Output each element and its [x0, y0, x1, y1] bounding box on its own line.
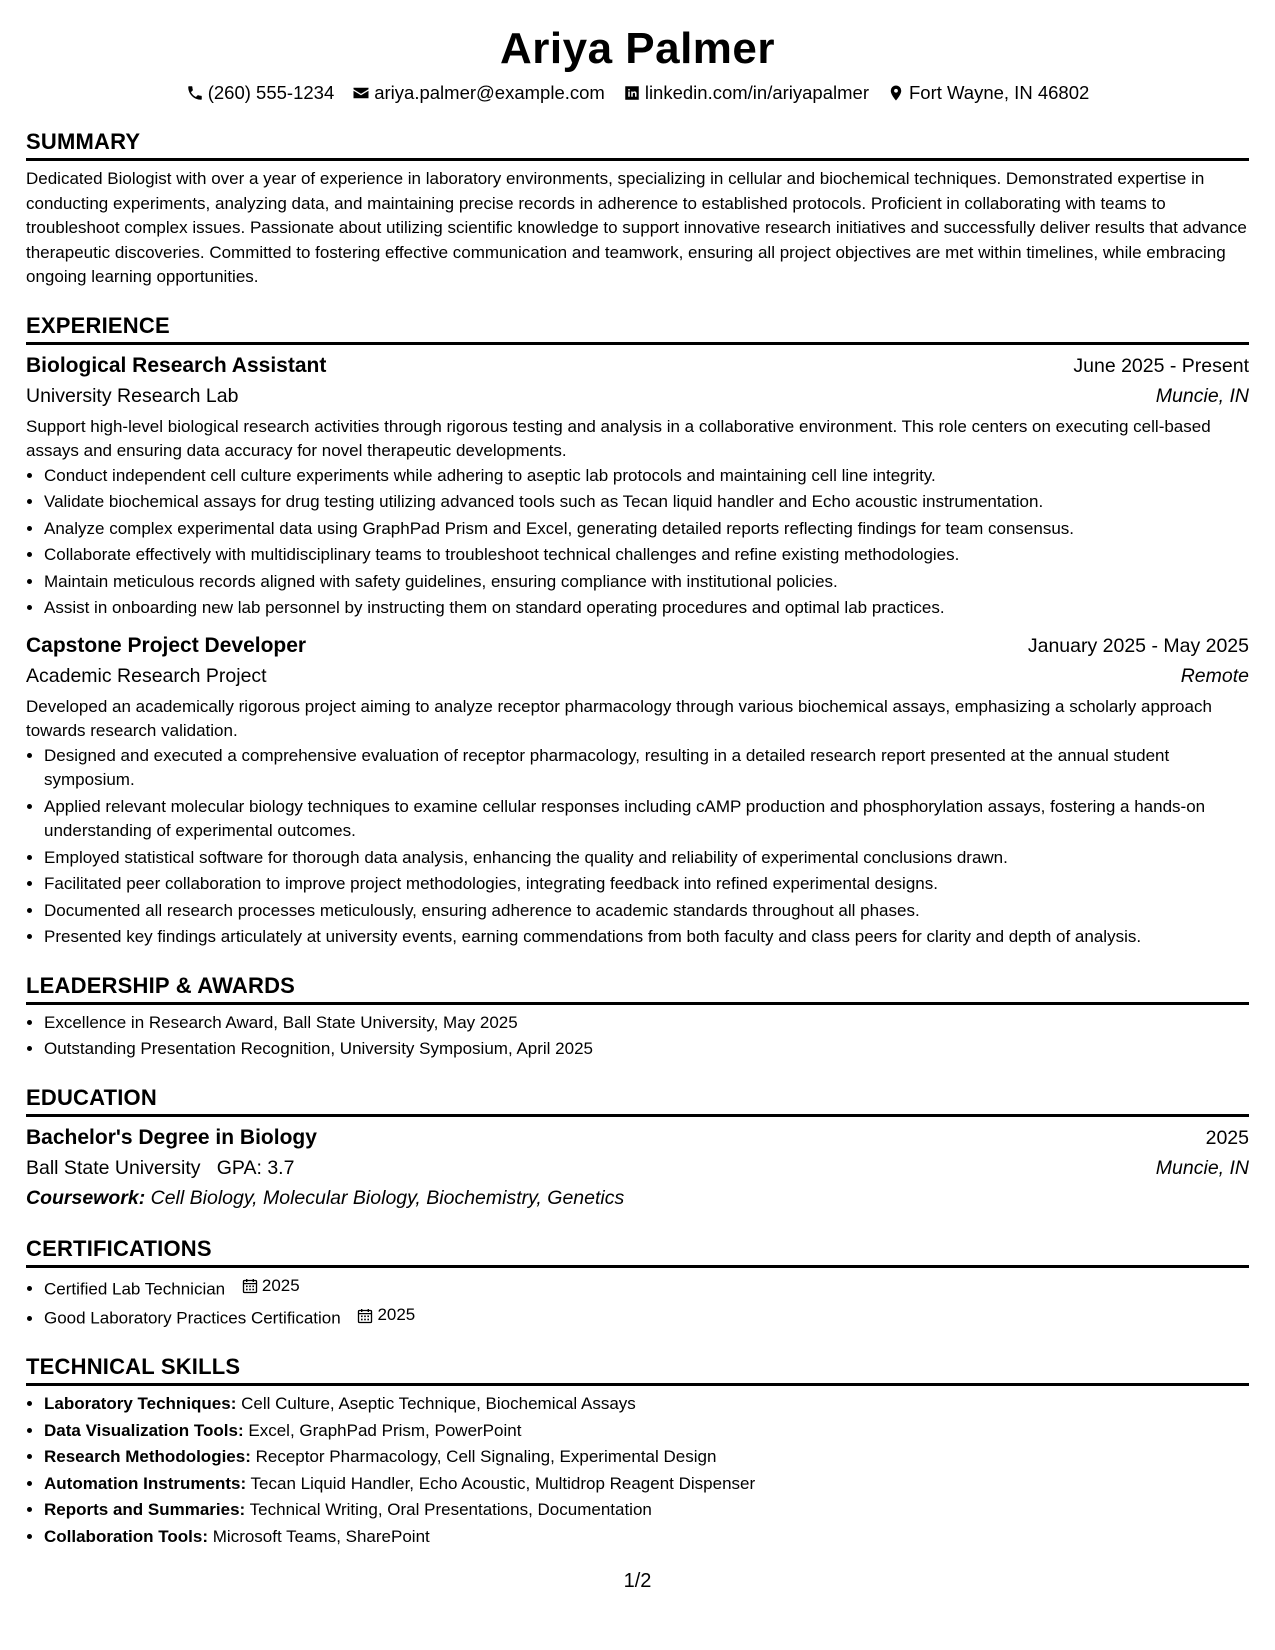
school-name: Ball State University	[26, 1156, 201, 1179]
contact-bar	[26, 80, 1249, 106]
coursework-label: Coursework:	[26, 1186, 146, 1209]
skill-label: Reports and Summaries:	[44, 1500, 246, 1519]
list-item	[44, 1525, 1249, 1550]
list-item: • Excellence in Research Award, Ball State University, May 2025	[44, 1011, 1249, 1036]
contact-email[interactable]	[352, 80, 605, 106]
cert-name: Certified Lab Technician	[44, 1278, 226, 1298]
job-location: Remote	[1180, 664, 1249, 687]
list-item: • Presented key findings articulately at university events, earning commendations from both faculty and class peers for clarity and depth of analysis.	[44, 925, 1249, 950]
list-item: • Designed and executed a comprehensive evaluation of receptor pharmacology, resulting in a detailed research report presented at the annual student symposium.	[44, 744, 1249, 793]
list-item	[44, 1472, 1249, 1497]
skill-value: Microsoft Teams, SharePoint	[212, 1526, 430, 1546]
list-item: • Facilitated peer collaboration to improve project methodologies, integrating feedback into refined experimental designs.	[44, 872, 1249, 897]
gpa: GPA: 3.7	[216, 1156, 295, 1179]
skill-label: Automation Instruments:	[44, 1473, 247, 1493]
list-item: • Employed statistical software for thorough data analysis, enhancing the quality and reliability of experimental conclusions drawn.	[44, 846, 1249, 871]
awards-heading: LEADERSHIP & AWARDS	[26, 972, 1249, 1005]
candidate-name: Ariya Palmer	[499, 24, 776, 73]
skills-section	[26, 1353, 1249, 1549]
list-item: • Analyze complex experimental data using GraphPad Prism and Excel, generating detailed reports reflecting findings for team consensus.	[44, 517, 1249, 542]
skills-list	[26, 1392, 1249, 1549]
job-bullets	[26, 744, 1249, 950]
skill-label: Collaboration Tools:	[44, 1526, 209, 1546]
cert-date	[357, 1303, 415, 1328]
envelope-icon	[352, 84, 370, 102]
school-location: Muncie, IN	[1155, 1156, 1249, 1179]
skill-value: Cell Culture, Aseptic Technique, Biochemical Assays	[241, 1394, 636, 1413]
list-item	[44, 1419, 1249, 1444]
skill-label: Laboratory Techniques:	[44, 1394, 237, 1413]
graduation-year: 2025	[1205, 1126, 1249, 1149]
linkedin-icon	[623, 84, 641, 102]
school-info	[26, 1153, 294, 1183]
list-item	[44, 1274, 1249, 1302]
calendar-icon	[242, 1278, 258, 1294]
awards-section	[26, 972, 1249, 1062]
list-item: • Collaborate effectively with multidisciplinary teams to troubleshoot technical challenges and refine existing methodologies.	[44, 543, 1249, 568]
job-location: Muncie, IN	[1155, 384, 1249, 407]
list-item: • Outstanding Presentation Recognition, University Symposium, April 2025	[44, 1037, 1249, 1062]
email-text: ariya.palmer@example.com	[374, 82, 605, 103]
cert-name: Good Laboratory Practices Certification	[44, 1308, 341, 1328]
linkedin-text: linkedin.com/in/ariyapalmer	[644, 82, 869, 103]
cert-year: 2025	[261, 1275, 300, 1295]
list-item	[44, 1303, 1249, 1331]
summary-section	[26, 128, 1249, 290]
location-text: Fort Wayne, IN 46802	[908, 82, 1090, 103]
job-org: Academic Research Project	[26, 664, 267, 687]
education-section	[26, 1084, 1249, 1213]
calendar-icon	[357, 1308, 373, 1324]
education-subheader	[26, 1153, 1249, 1183]
skills-heading: TECHNICAL SKILLS	[26, 1353, 1249, 1386]
list-item: • Maintain meticulous records aligned with safety guidelines, ensuring compliance with institutional policies.	[44, 570, 1249, 595]
job-title: Capstone Project Developer	[26, 633, 307, 657]
list-item	[44, 1498, 1249, 1523]
job-dates: January 2025 - May 2025	[1027, 634, 1249, 657]
cert-year: 2025	[377, 1305, 416, 1325]
phone-text: (260) 555-1234	[207, 82, 335, 103]
awards-list	[26, 1011, 1249, 1062]
certifications-list	[26, 1274, 1249, 1332]
job-dates: June 2025 - Present	[1073, 354, 1249, 377]
job-description: Support high-level biological research activities through rigorous testing and analysis in a collaborative environment. This role centers on executing cell-based assays and ensuring data accuracy for novel therapeutic developments.	[26, 416, 1211, 460]
job-subheader	[26, 661, 1249, 691]
contact-phone[interactable]	[186, 80, 335, 106]
education-header	[26, 1123, 1249, 1153]
skill-value: Tecan Liquid Handler, Echo Acoustic, Multidrop Reagent Dispenser	[250, 1473, 756, 1493]
skill-value: Receptor Pharmacology, Cell Signaling, Experimental Design	[255, 1447, 717, 1466]
phone-icon	[186, 84, 204, 102]
map-pin-icon	[887, 84, 905, 102]
list-item: • Validate biochemical assays for drug testing utilizing advanced tools such as Tecan liquid handler and Echo acoustic instrumentation.	[44, 490, 1249, 515]
job-description: Developed an academically rigorous project aiming to analyze receptor pharmacology through various biochemical assays, emphasizing a scholarly approach towards research validation.	[26, 696, 1212, 740]
job-entry	[26, 631, 1249, 950]
education-heading: EDUCATION	[26, 1084, 1249, 1117]
list-item: • Applied relevant molecular biology techniques to examine cellular responses including cAMP production and phosphorylation assays, fostering a hands-on understanding of experimental outcomes.	[44, 795, 1249, 844]
job-bullets	[26, 464, 1249, 621]
skill-value: Technical Writing, Oral Presentations, Documentation	[249, 1500, 652, 1519]
list-item	[44, 1392, 1249, 1417]
page-number: 1/2	[623, 1570, 652, 1592]
job-entry	[26, 351, 1249, 621]
list-item: • Conduct independent cell culture experiments while adhering to aseptic lab protocols and maintaining cell line integrity.	[44, 464, 1249, 489]
job-header	[26, 351, 1249, 381]
degree-title: Bachelor's Degree in Biology	[26, 1125, 317, 1149]
summary-text: Dedicated Biologist with over a year of experience in laboratory environments, specializing in cellular and biochemical techniques. Demonstrated expertise in conducting experiments, analyzing data, and maintaining precise records in adherence to established protocols. Proficient in collaborating with teams to troubleshoot complex issues. Passionate about utilizing scientific knowledge to support innovative research initiatives and successfully deliver results that advance therapeutic discoveries. Committed to fostering effective communication and teamwork, ensuring all project objectives are met within timelines, while embracing ongoing learning opportunities.	[26, 169, 1247, 286]
certifications-heading: CERTIFICATIONS	[26, 1235, 1249, 1268]
list-item: • Assist in onboarding new lab personnel by instructing them on standard operating procedures and optimal lab practices.	[44, 596, 1249, 621]
contact-location	[887, 80, 1089, 106]
job-subheader	[26, 381, 1249, 411]
coursework-list: Cell Biology, Molecular Biology, Biochemistry, Genetics	[150, 1186, 625, 1209]
coursework	[26, 1183, 1249, 1213]
list-item	[44, 1445, 1249, 1470]
experience-section	[26, 312, 1249, 950]
job-title: Biological Research Assistant	[26, 353, 327, 377]
skill-value: Excel, GraphPad Prism, PowerPoint	[248, 1420, 522, 1440]
certifications-section	[26, 1235, 1249, 1332]
job-header	[26, 631, 1249, 661]
job-org: University Research Lab	[26, 384, 239, 407]
skill-label: Data Visualization Tools:	[44, 1420, 244, 1440]
cert-date	[242, 1274, 300, 1299]
skill-label: Research Methodologies:	[44, 1447, 251, 1466]
summary-heading: SUMMARY	[26, 128, 1249, 161]
contact-linkedin[interactable]	[623, 80, 869, 106]
list-item: • Documented all research processes meticulously, ensuring adherence to academic standards throughout all phases.	[44, 899, 1249, 924]
experience-heading: EXPERIENCE	[26, 312, 1249, 345]
